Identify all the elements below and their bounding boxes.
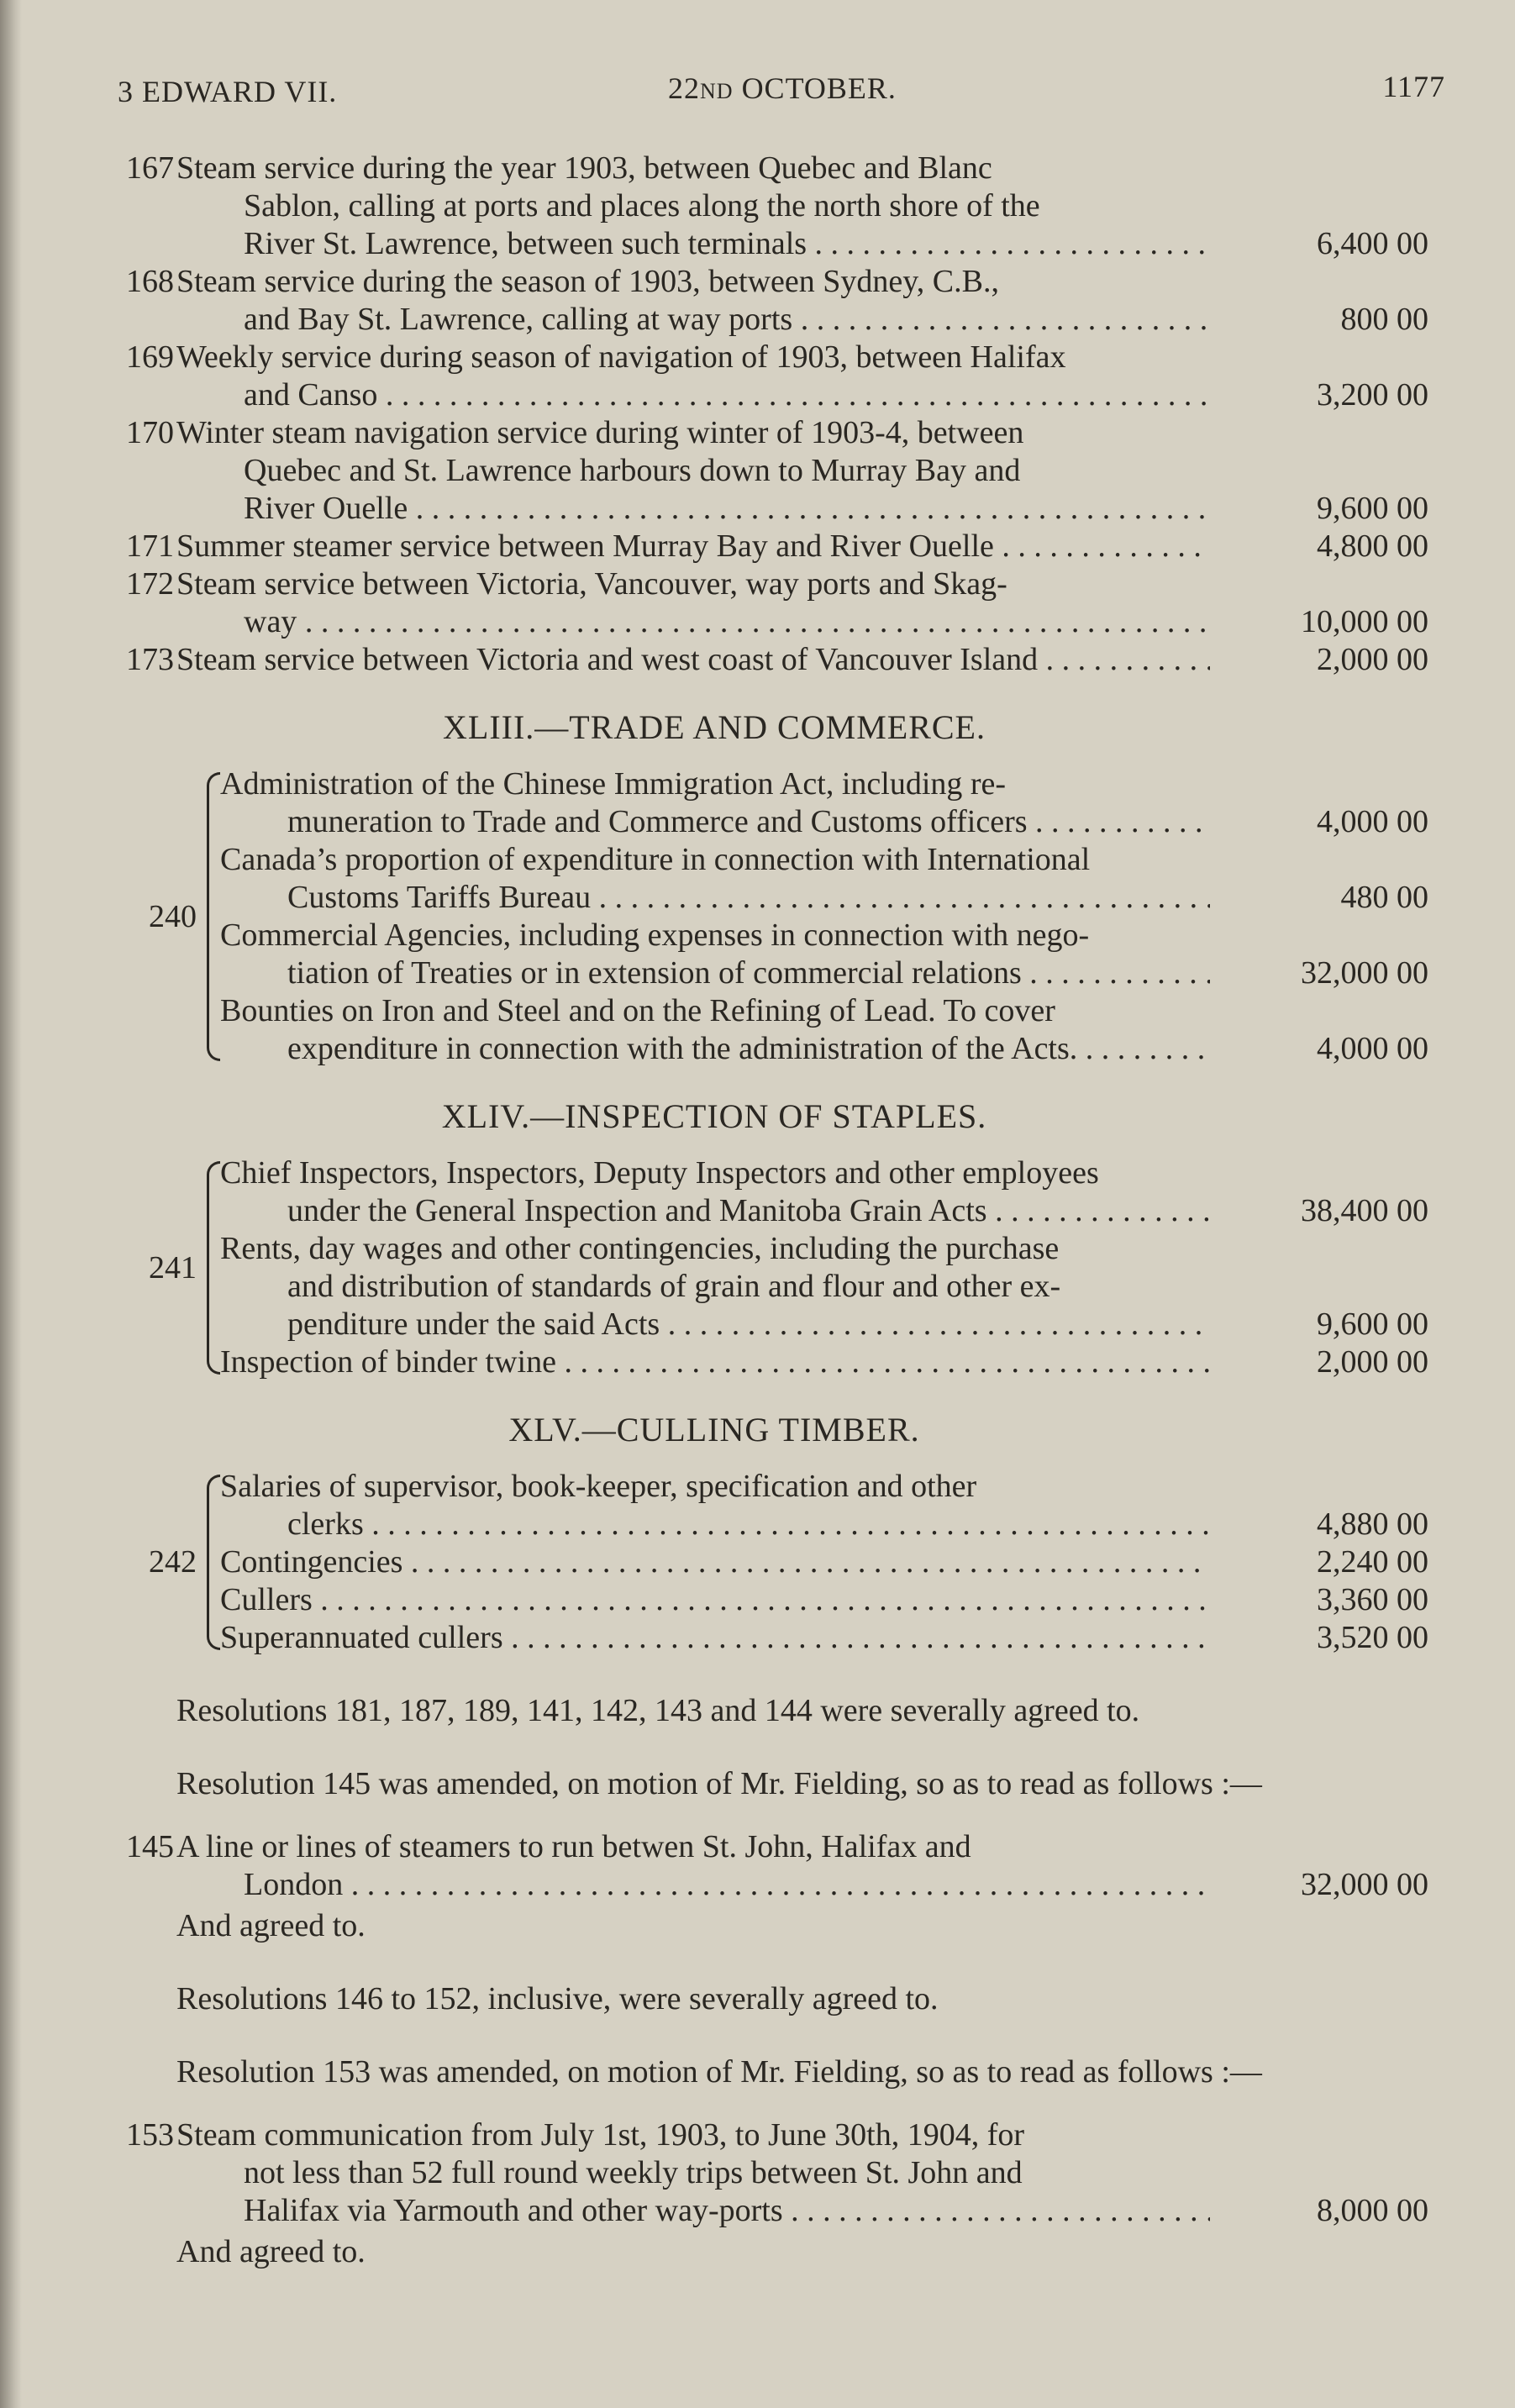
item-amount: 8,000 00 (1317, 2193, 1428, 2228)
item-number: 145 (126, 1829, 174, 1864)
item-description (176, 565, 1210, 641)
description-line: Halifax via Yarmouth and other way-ports . . . (176, 2192, 1210, 2230)
item-amount: 32,000 00 (1301, 1867, 1428, 1902)
group-rows (220, 1154, 1210, 1381)
description-line: muneration to Trade and Commerce and Customs officers . . . (220, 803, 1210, 841)
item-amount: 9,600 00 (1317, 1307, 1428, 1342)
item-number: 173 (126, 642, 174, 677)
group-row (220, 1543, 1210, 1581)
item-description (176, 263, 1210, 339)
description-line: Rents, day wages and other contingencies, including the purchase (220, 1231, 1060, 1266)
curly-brace (207, 1475, 220, 1650)
item-number: 170 (126, 415, 174, 450)
description-line: penditure under the said Acts . . . (220, 1306, 1210, 1343)
group-amounts (1210, 765, 1437, 1068)
amount-spacer (1210, 1468, 1428, 1506)
description-line: Superannuated cullers . . . (220, 1619, 1210, 1657)
description-line: Steam communication from July 1st, 1903, to June 30th, 1904, for (176, 2117, 1025, 2153)
line-item (126, 1828, 1437, 1904)
item-amount: 2,000 00 (1317, 642, 1428, 677)
description-line: Winter steam navigation service during winter of 1903-4, between (176, 415, 1024, 450)
item-amount: 38,400 00 (1301, 1193, 1428, 1228)
page-header (118, 66, 1445, 116)
resolution-text: Resolution 153 was amended, on motion of Mr. Fielding, so as to read as follows :— (176, 2054, 1262, 2090)
item-amount: 3,520 00 (1317, 1620, 1428, 1655)
description-line: not less than 52 full round weekly trips between St. John and (244, 2155, 1023, 2190)
item-amount: 9,600 00 (1317, 491, 1428, 526)
item-amount: 32,000 00 (1301, 955, 1428, 991)
description-line: Summer steamer service between Murray Bay and River Ouelle . . . (176, 528, 1210, 565)
agreed-text: And agreed to. (176, 1908, 366, 1943)
amount-spacer (1210, 841, 1428, 879)
agreed-text: And agreed to. (176, 2234, 366, 2269)
description-line: tiation of Treaties or in extension of commercial relations . . . (220, 954, 1210, 992)
group-row (220, 1154, 1210, 1230)
group-row (220, 1619, 1210, 1657)
description-line: Commercial Agencies, including expenses in connection with nego- (220, 917, 1090, 953)
line-item (126, 263, 1437, 339)
item-number: 171 (126, 528, 174, 564)
description-line: and Bay St. Lawrence, calling at way ports . . . (176, 301, 1210, 339)
item-number: 172 (126, 566, 174, 602)
section-title-trade-commerce: XLIII.—TRADE AND COMMERCE. (443, 708, 986, 746)
group-rows (220, 765, 1210, 1068)
group-row (220, 765, 1210, 841)
item-description (176, 339, 1210, 414)
section-title-culling-timber: XLV.—CULLING TIMBER. (508, 1411, 920, 1448)
amount-spacer (1210, 1154, 1428, 1192)
description-line: under the General Inspection and Manitoba Grain Acts . . . (220, 1192, 1210, 1230)
group-row (220, 1468, 1210, 1543)
description-line: Contingencies . . . (220, 1543, 1210, 1581)
header-date: 22ND OCTOBER. (668, 71, 897, 105)
item-description (176, 1828, 1210, 1904)
line-item (126, 339, 1437, 414)
description-line: Bounties on Iron and Steel and on the Refining of Lead. To cover (220, 993, 1055, 1028)
item-description (176, 150, 1210, 263)
line-item (126, 641, 1437, 679)
description-line: clerks . . . (220, 1506, 1210, 1543)
description-line: and Canso . . . (176, 376, 1210, 414)
description-line: Weekly service during season of navigation of 1903, between Halifax (176, 339, 1066, 375)
group-amounts (1210, 1468, 1437, 1657)
group-row (220, 1581, 1210, 1619)
description-line: Customs Tariffs Bureau . . . (220, 879, 1210, 917)
item-description (176, 414, 1210, 528)
header-session: 3 EDWARD VII. (118, 75, 338, 108)
item-amount: 800 00 (1340, 302, 1428, 337)
item-amount: 10,000 00 (1301, 604, 1428, 639)
description-line: Quebec and St. Lawrence harbours down to Murray Bay and (244, 453, 1021, 488)
group-row (220, 1230, 1210, 1343)
resolution-text: Resolution 145 was amended, on motion of Mr. Fielding, so as to read as follows :— (176, 1766, 1262, 1801)
item-description (176, 641, 1210, 679)
item-amount: 6,400 00 (1317, 226, 1428, 261)
description-line: Cullers . . . (220, 1581, 1210, 1619)
curly-brace (207, 772, 220, 1061)
line-item (126, 528, 1437, 565)
amount-spacer (1210, 765, 1428, 803)
amount-spacer (1210, 1230, 1428, 1268)
group-amounts (1210, 1154, 1437, 1381)
item-description (176, 2116, 1210, 2230)
item-amount: 480 00 (1340, 880, 1428, 915)
description-line: Steam service between Victoria and west coast of Vancouver Island . . . (176, 641, 1210, 679)
item-number: 153 (126, 2117, 174, 2153)
section-title-inspection-staples: XLIV.—INSPECTION OF STAPLES. (441, 1097, 987, 1135)
resolution-text: Resolutions 181, 187, 189, 141, 142, 143 and 144 were severally agreed to. (176, 1693, 1140, 1728)
item-153 (126, 2116, 1437, 2230)
group-row (220, 992, 1210, 1068)
grouped-items (126, 1468, 1437, 1657)
group-number: 242 (149, 1544, 197, 1580)
amount-spacer (1210, 1268, 1428, 1306)
description-line: way . . . (176, 603, 1210, 641)
group-row (220, 1343, 1210, 1381)
group-number: 240 (149, 898, 197, 934)
description-line: Canada’s proportion of expenditure in connection with International (220, 842, 1091, 877)
document-page (101, 50, 1445, 2386)
item-amount: 3,360 00 (1317, 1582, 1428, 1617)
item-amount: 4,800 00 (1317, 528, 1428, 564)
page-number: 1177 (1382, 70, 1445, 103)
description-line: London . . . (176, 1866, 1210, 1904)
line-item (126, 2116, 1437, 2230)
description-line: expenditure in connection with the administration of the Acts. . . . (220, 1030, 1210, 1068)
group-242 (126, 1468, 1437, 1657)
group-number: 241 (149, 1249, 197, 1285)
book-spine-shadow (0, 0, 22, 2408)
description-line: and distribution of standards of grain and flour and other ex- (287, 1269, 1061, 1304)
amount-spacer (1210, 992, 1428, 1030)
item-amount: 4,000 00 (1317, 1031, 1428, 1066)
item-amount: 2,000 00 (1317, 1344, 1428, 1380)
item-number: 167 (126, 150, 174, 186)
item-number: 168 (126, 264, 174, 299)
group-rows (220, 1468, 1210, 1657)
description-line: River St. Lawrence, between such terminals . . . (176, 225, 1210, 263)
item-145 (126, 1828, 1437, 1904)
line-item (126, 150, 1437, 263)
entries (126, 150, 1437, 2271)
group-row (220, 841, 1210, 917)
group-241 (126, 1154, 1437, 1381)
grouped-items (126, 1154, 1437, 1381)
item-description (176, 528, 1210, 565)
description-line: A line or lines of steamers to run betwen St. John, Halifax and (176, 1829, 971, 1864)
item-amount: 4,880 00 (1317, 1506, 1428, 1542)
items-list-steam-services (126, 150, 1437, 679)
description-line: Steam service during the year 1903, between Quebec and Blanc (176, 150, 992, 186)
description-line: Administration of the Chinese Immigration Act, including re- (220, 766, 1007, 802)
description-line: Sablon, calling at ports and places along the north shore of the (244, 188, 1040, 223)
description-line: Chief Inspectors, Inspectors, Deputy Inspectors and other employees (220, 1155, 1099, 1191)
amount-spacer (1210, 917, 1428, 954)
item-amount: 2,240 00 (1317, 1544, 1428, 1580)
line-item (126, 414, 1437, 528)
description-line: Steam service between Victoria, Vancouver, way ports and Skag- (176, 566, 1007, 602)
curly-brace (207, 1161, 220, 1375)
description-line: River Ouelle . . . (176, 490, 1210, 528)
line-item (126, 565, 1437, 641)
grouped-items (126, 765, 1437, 1068)
group-row (220, 917, 1210, 992)
item-amount: 3,200 00 (1317, 377, 1428, 413)
description-line: Salaries of supervisor, book-keeper, specification and other (220, 1469, 977, 1504)
description-line: Steam service during the season of 1903, between Sydney, C.B., (176, 264, 1000, 299)
item-number: 169 (126, 339, 174, 375)
resolution-text: Resolutions 146 to 152, inclusive, were severally agreed to. (176, 1981, 939, 2016)
item-amount: 4,000 00 (1317, 804, 1428, 839)
description-line: Inspection of binder twine . . . (220, 1343, 1210, 1381)
group-240 (126, 765, 1437, 1068)
